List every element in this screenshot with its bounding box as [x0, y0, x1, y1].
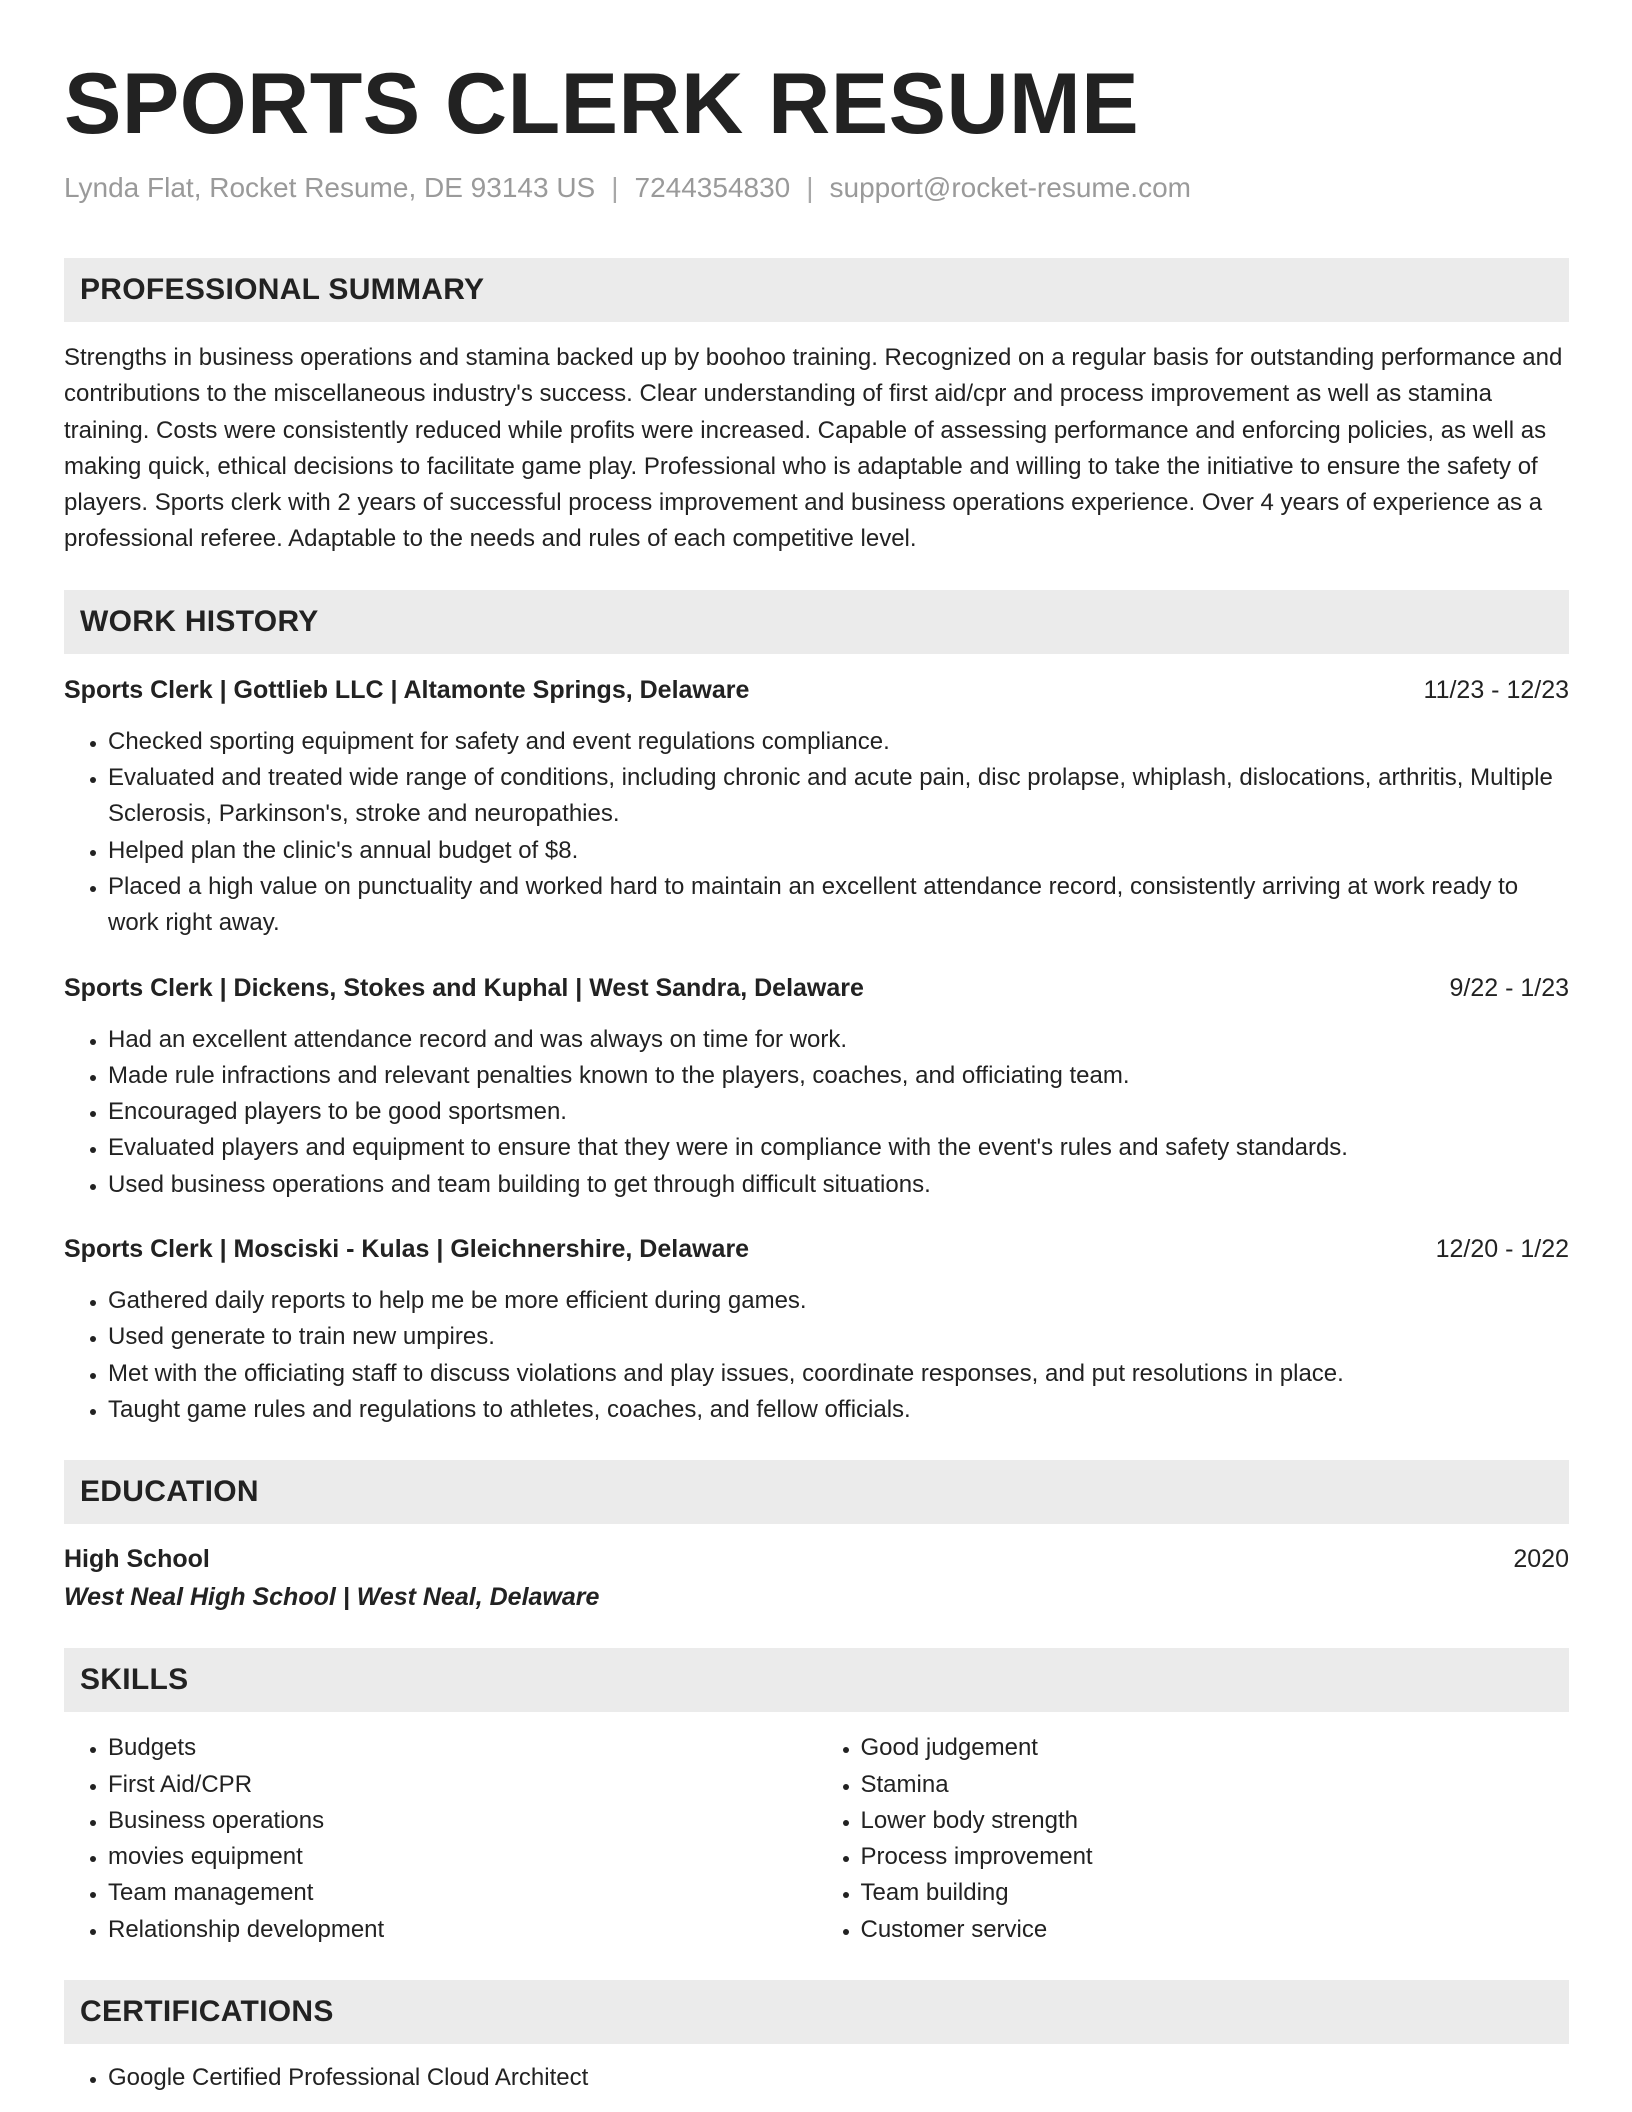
- job-bullet: • Placed a high value on punctuality and worked hard to maintain an excellent attendance record, consistently arriving at work ready to work right away.: [108, 869, 1569, 942]
- skills-grid: [64, 1730, 1569, 1948]
- section-header-summary: PROFESSIONAL SUMMARY: [64, 258, 1569, 322]
- job-dates: 11/23 - 12/23: [1423, 675, 1569, 704]
- job-dates: 9/22 - 1/23: [1449, 973, 1569, 1002]
- job-bullet: • Gathered daily reports to help me be more efficient during games.: [108, 1283, 1569, 1319]
- skills-list: [817, 1730, 1570, 1948]
- contact-separator: |: [611, 172, 619, 203]
- education-row: [64, 1540, 1569, 1578]
- job-entry: [64, 970, 1569, 1203]
- job-title-line: Sports Clerk | Gottlieb LLC | Altamonte Springs, Delaware: [64, 675, 750, 704]
- job-bullets: [64, 1283, 1569, 1428]
- job-bullet: • Checked sporting equipment for safety and event regulations compliance.: [108, 724, 1569, 760]
- job-bullet: • Met with the officiating staff to discuss violations and play issues, coordinate responses, and put resolutions in place.: [108, 1356, 1569, 1392]
- job-bullet: • Used business operations and team building to get through difficult situations.: [108, 1167, 1569, 1203]
- job-title-line: Sports Clerk | Mosciski - Kulas | Gleichnershire, Delaware: [64, 1235, 750, 1264]
- education-year: 2020: [1513, 1545, 1569, 1574]
- job-bullet: • Evaluated and treated wide range of conditions, including chronic and acute pain, disc prolapse, whiplash, dislocations, arthritis, Multiple Sclerosis, Parkinson's, stroke and neuropathies.: [108, 760, 1569, 833]
- job-header: [64, 672, 1569, 708]
- education-school: West Neal High School | West Neal, Delaware: [64, 1583, 600, 1612]
- job-bullet: • Taught game rules and regulations to athletes, coaches, and fellow officials.: [108, 1392, 1569, 1428]
- contact-phone: 7244354830: [634, 172, 791, 203]
- skills-column-right: [817, 1730, 1570, 1948]
- job-bullet: • Had an excellent attendance record and was always on time for work.: [108, 1022, 1569, 1058]
- resume-title: SPORTS CLERK RESUME: [64, 56, 1140, 152]
- job-header: [64, 1231, 1569, 1267]
- section-header-skills: SKILLS: [64, 1648, 1569, 1712]
- job-bullet: • Used generate to train new umpires.: [108, 1319, 1569, 1355]
- job-bullet: • Made rule infractions and relevant penalties known to the players, coaches, and officiating team.: [108, 1058, 1569, 1094]
- summary-text: Strengths in business operations and stamina backed up by boohoo training. Recognized on a regular basis for outstanding performance and contributions to the miscellaneous industry's success. Clear understanding of first aid/cpr and process improvement as well as stamina training. Costs were consistently reduced while profits were increased. Capable of assessing performance and enforcing policies, as well as making quick, ethical decisions to facilitate game play. Professional who is adaptable and willing to take the initiative to ensure the safety of players. Sports clerk with 2 years of successful process improvement and business operations experience. Over 4 years of experience as a professional referee. Adaptable to the needs and rules of each competitive level.: [64, 344, 1563, 553]
- skill-item: • movies equipment: [108, 1839, 817, 1875]
- skill-item: • Lower body strength: [861, 1803, 1570, 1839]
- skill-item: • Budgets: [108, 1730, 817, 1766]
- skill-item: • Team building: [861, 1875, 1570, 1911]
- contact-separator: |: [806, 172, 814, 203]
- section-header-education: EDUCATION: [64, 1460, 1569, 1524]
- skill-item: • Customer service: [861, 1912, 1570, 1948]
- contact-address: Lynda Flat, Rocket Resume, DE 93143 US: [64, 172, 596, 203]
- skill-item: • Relationship development: [108, 1912, 817, 1948]
- section-header-certifications: CERTIFICATIONS: [64, 1980, 1569, 2044]
- section-header-work-history: WORK HISTORY: [64, 590, 1569, 654]
- skill-item: • Stamina: [861, 1767, 1570, 1803]
- skills-list: [64, 1730, 817, 1948]
- skill-item: • Process improvement: [861, 1839, 1570, 1875]
- job-header: [64, 970, 1569, 1006]
- skill-item: • First Aid/CPR: [108, 1767, 817, 1803]
- job-bullets: [64, 1022, 1569, 1203]
- education-entry: [64, 1540, 1569, 1616]
- job-entry: [64, 1231, 1569, 1428]
- job-bullet: • Evaluated players and equipment to ensure that they were in compliance with the event's rules and safety standards.: [108, 1130, 1569, 1166]
- skill-item: • Team management: [108, 1875, 817, 1911]
- certification-item: • Google Certified Professional Cloud Architect: [108, 2060, 1569, 2096]
- job-title-line: Sports Clerk | Dickens, Stokes and Kuphal | West Sandra, Delaware: [64, 973, 864, 1002]
- education-degree: High School: [64, 1545, 210, 1574]
- skills-column-left: [64, 1730, 817, 1948]
- job-dates: 12/20 - 1/22: [1435, 1235, 1569, 1264]
- contact-line: [64, 170, 1569, 206]
- certifications-list: [64, 2060, 1569, 2096]
- contact-email: support@rocket-resume.com: [829, 172, 1191, 203]
- job-bullet: • Helped plan the clinic's annual budget of $8.: [108, 833, 1569, 869]
- skill-item: • Good judgement: [861, 1730, 1570, 1766]
- job-bullet: • Encouraged players to be good sportsmen.: [108, 1094, 1569, 1130]
- skill-item: • Business operations: [108, 1803, 817, 1839]
- job-bullets: [64, 724, 1569, 942]
- job-entry: [64, 672, 1569, 942]
